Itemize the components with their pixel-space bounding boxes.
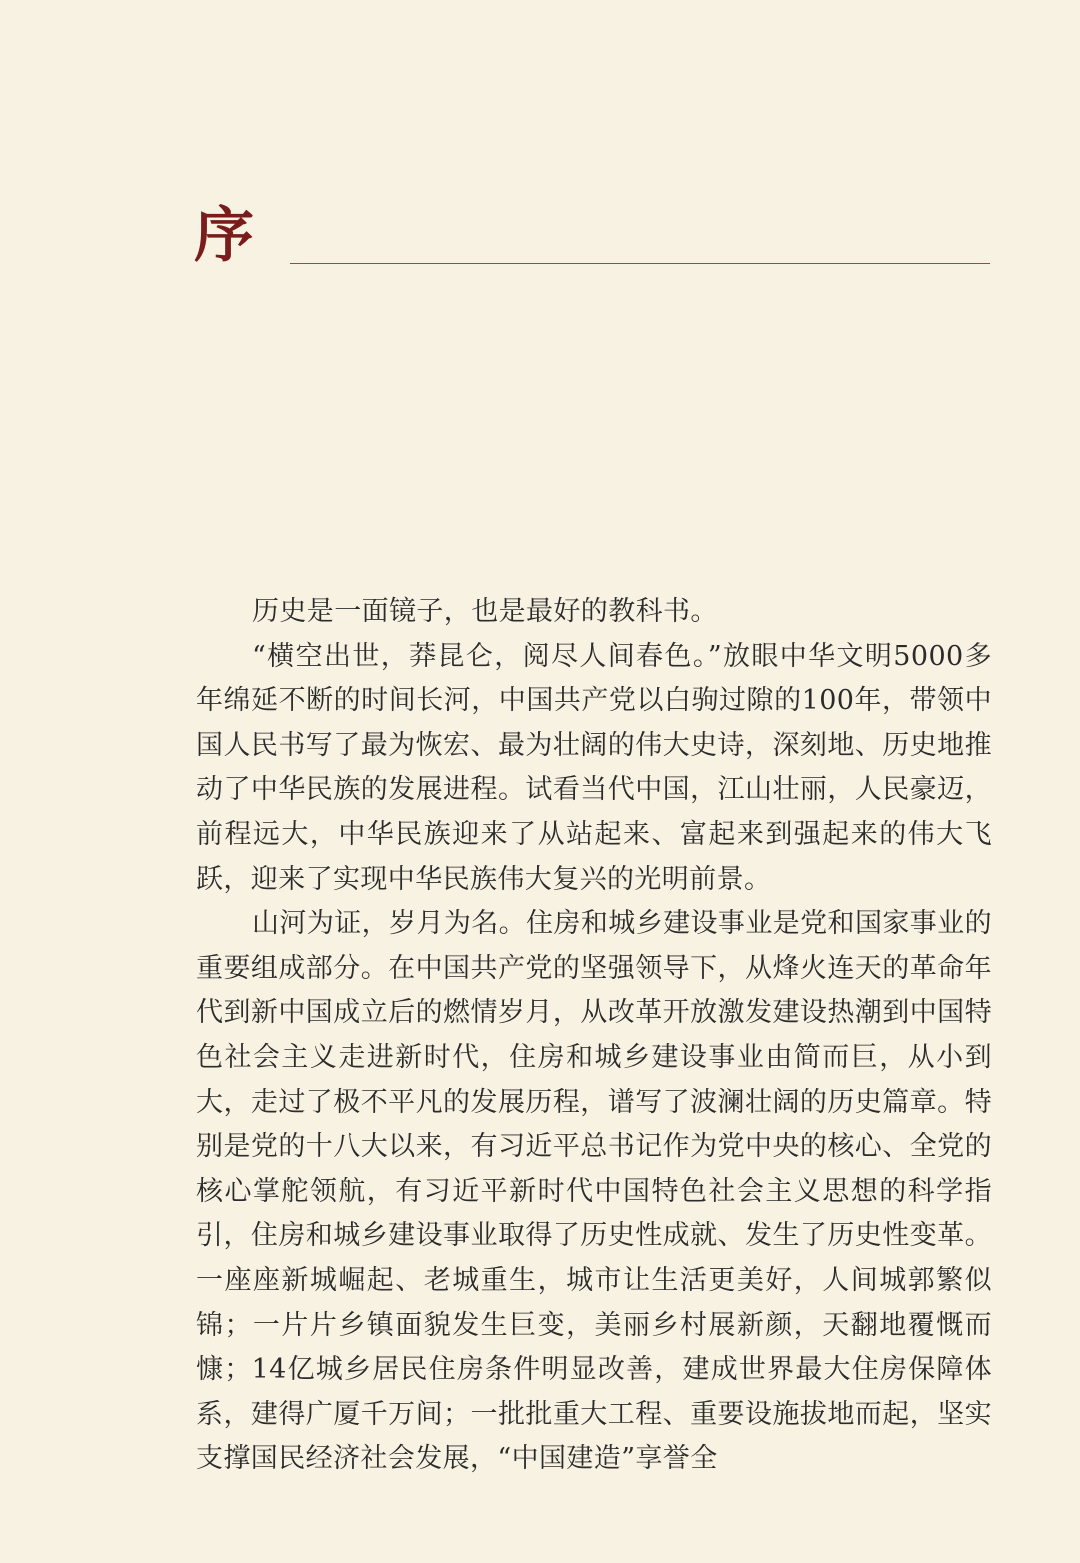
body-text bbox=[196, 590, 992, 1482]
heading-divider bbox=[290, 263, 990, 264]
paragraph-1: 历史是一面镜子，也是最好的教科书。 bbox=[252, 596, 718, 627]
paragraph-2: “横空出世，莽昆仑，阅尽人间春色。”放眼中华文明5000多年绵延不断的时间长河，中国共产党以白驹过隙的100年，带领中国人民书写了最为恢宏、最为壮阔的伟大史诗，深刻地、历史地推动了中华民族的发展进程。试看当代中国，江山壮丽，人民豪迈，前程远大，中华民族迎来了从站起来、富起来到强起来的伟大飞跃，迎来了实现中华民族伟大复兴的光明前景。 bbox=[196, 640, 992, 895]
page-heading: 序 bbox=[194, 201, 254, 271]
paragraph-3: 山河为证，岁月为名。住房和城乡建设事业是党和国家事业的重要组成部分。在中国共产党的坚强领导下，从烽火连天的革命年代到新中国成立后的燃情岁月，从改革开放激发建设热潮到中国特色社会主义走进新时代，住房和城乡建设事业由简而巨，从小到大，走过了极不平凡的发展历程，谱写了波澜壮阔的历史篇章。特别是党的十八大以来，有习近平总书记作为党中央的核心、全党的核心掌舵领航，有习近平新时代中国特色社会主义思想的科学指引，住房和城乡建设事业取得了历史性成就、发生了历史性变革。一座座新城崛起、老城重生，城市让生活更美好，人间城郭繁似锦；一片片乡镇面貌发生巨变，美丽乡村展新颜，天翻地覆慨而慷；14亿城乡居民住房条件明显改善，建成世界最大住房保障体系，建得广厦千万间；一批批重大工程、重要设施拔地而起，坚实支撑国民经济社会发展，“中国建造”享誉全 bbox=[196, 908, 992, 1475]
